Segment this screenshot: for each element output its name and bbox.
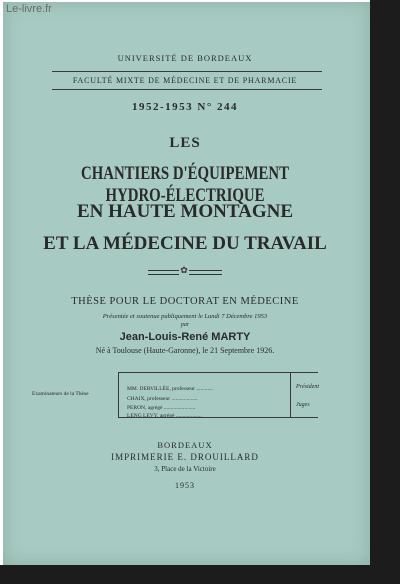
faculty-name: FACULTÉ MIXTE DE MÉDECINE ET DE PHARMACIE [72, 76, 298, 85]
jury-member: MM. DERVILLÉE, professeur ............ [127, 386, 213, 392]
title-line-2: CHANTIERS D'ÉQUIPEMENT HYDRO-ÉLECTRIQUE [81, 163, 289, 206]
ornament-glyph-icon: ✿ [180, 265, 188, 275]
title-line-3: EN HAUTE MONTAGNE [76, 201, 294, 222]
thesis-heading: THÈSE POUR LE DOCTORAT EN MÉDECINE [71, 296, 299, 307]
university-name: UNIVERSITÉ DE BORDEAUX [117, 53, 253, 63]
dark-background-right [370, 0, 400, 584]
author-birth: Né à Toulouse (Haute-Garonne), le 21 Septembre 1926. [95, 346, 275, 355]
jury-label: Examinateurs de la Thèse [32, 391, 89, 397]
thesis-presented: Présentée et soutenue publiquement le Lundi 7 Décembre 1953 [102, 313, 268, 320]
dark-background-bottom [0, 565, 400, 584]
title-line-1: LES [169, 135, 201, 151]
thesis-by: par [180, 322, 190, 328]
imprint-address: 3, Place de la Victoire [154, 465, 216, 473]
title-line-4: ET LA MÉDECINE DU TRAVAIL [43, 233, 327, 254]
header-rule-bottom [52, 89, 322, 90]
imprint-city: BORDEAUX [157, 440, 213, 450]
jury-member: LENG LEVY, agrégé ................... [127, 413, 202, 419]
imprint-year: 1953 [175, 481, 195, 490]
author-name: Jean-Louis-René MARTY [119, 331, 251, 343]
jury-role-president: Président [296, 384, 319, 390]
watermark: Le-livre.fr [6, 3, 52, 15]
ornament-divider [148, 265, 222, 275]
imprint-printer: IMPRIMERIE E. DROUILLARD [111, 452, 259, 462]
jury-bracket-left [118, 373, 119, 417]
jury-bracket-right [290, 373, 291, 417]
jury-box [118, 372, 318, 418]
jury-member: PERON, agrégé ....................... [127, 405, 196, 411]
header-rule-top [52, 71, 322, 72]
year-and-number: 1952-1953 N° 244 [131, 101, 238, 113]
jury-role-judges: Juges [296, 402, 310, 408]
jury-member: CHAIX, professeur ................... [127, 396, 198, 402]
